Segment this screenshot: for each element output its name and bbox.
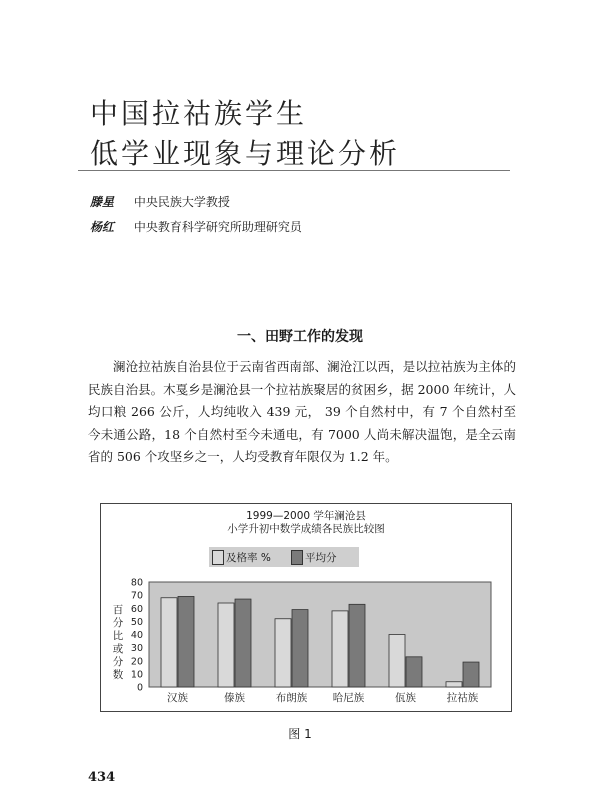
x-tick-label: 傣族 [224, 692, 245, 704]
y-tick-label: 60 [130, 603, 143, 615]
section-heading: 一、田野工作的发现 [237, 329, 363, 345]
author-affiliation: 中央民族大学教授 [133, 195, 230, 209]
title-divider [78, 170, 510, 171]
bar-pass-rate [332, 611, 348, 687]
bar-pass-rate [446, 682, 462, 687]
article-title-line2: 低学业现象与理论分析 [90, 137, 401, 170]
bar-pass-rate [218, 603, 234, 687]
legend-swatch-average [291, 550, 303, 565]
plot-area [149, 582, 491, 687]
article-title-line1: 中国拉祜族学生 [90, 97, 308, 130]
y-tick-label: 10 [130, 669, 143, 681]
y-tick-label: 80 [130, 577, 143, 589]
figure-caption: 图 1 [288, 727, 312, 741]
author-line [90, 193, 230, 210]
bar-chart [100, 503, 512, 712]
chart-subtitle: 小学升初中数学成绩各民族比较图 [227, 523, 385, 535]
legend-label-pass-rate: 及格率 % [226, 552, 271, 564]
page-number: 434 [88, 770, 116, 785]
legend-label-average: 平均分 [305, 552, 337, 564]
chart-title: 1999—2000 学年澜沧县 [246, 510, 366, 522]
body-paragraph: 澜沧拉祜族自治县位于云南省西南部、澜沧江以西，是以拉祜族为主体的民族自治县。木戛乡是澜沧县一个拉祜族聚居的贫困乡，据 2000 年统计，人均口粮 266 公斤，人均纯收入 439 元， 39 个自然村中，有 7 个自然村至今未通公路，18 个自然村至今未通电，有 7000 人尚未解决温饱，是全云南省的 506 个攻坚乡之一，人均受教育年限仅为 1.2 年。 [88, 359, 516, 464]
y-axis-label: 百分比或分数 [112, 604, 124, 681]
x-tick-label: 布朗族 [275, 692, 308, 704]
bar-average [463, 662, 479, 687]
bar-average [406, 657, 422, 687]
y-tick-label: 20 [130, 656, 143, 668]
author-affiliation: 中央教育科学研究所助理研究员 [133, 220, 302, 234]
y-tick-label: 0 [136, 682, 143, 694]
legend-swatch-pass-rate [212, 550, 224, 565]
y-tick-label: 30 [130, 643, 143, 655]
x-tick-label: 拉祜族 [446, 692, 479, 704]
bar-average [292, 610, 308, 687]
bar-average [235, 599, 251, 687]
x-tick-label: 汉族 [167, 692, 188, 704]
y-tick-label: 40 [130, 630, 143, 641]
x-tick-label: 佤族 [395, 692, 416, 704]
author-line [90, 218, 302, 235]
y-tick-label: 70 [130, 590, 143, 602]
bar-pass-rate [161, 598, 177, 687]
bar-pass-rate [389, 635, 405, 688]
bar-average [178, 596, 194, 687]
chart-legend [209, 547, 359, 567]
bar-average [349, 604, 365, 687]
y-tick-label: 50 [130, 616, 143, 628]
bar-pass-rate [275, 619, 291, 687]
x-tick-label: 哈尼族 [332, 692, 365, 704]
author-name: 滕星 [90, 195, 115, 209]
author-name: 杨红 [90, 220, 115, 234]
